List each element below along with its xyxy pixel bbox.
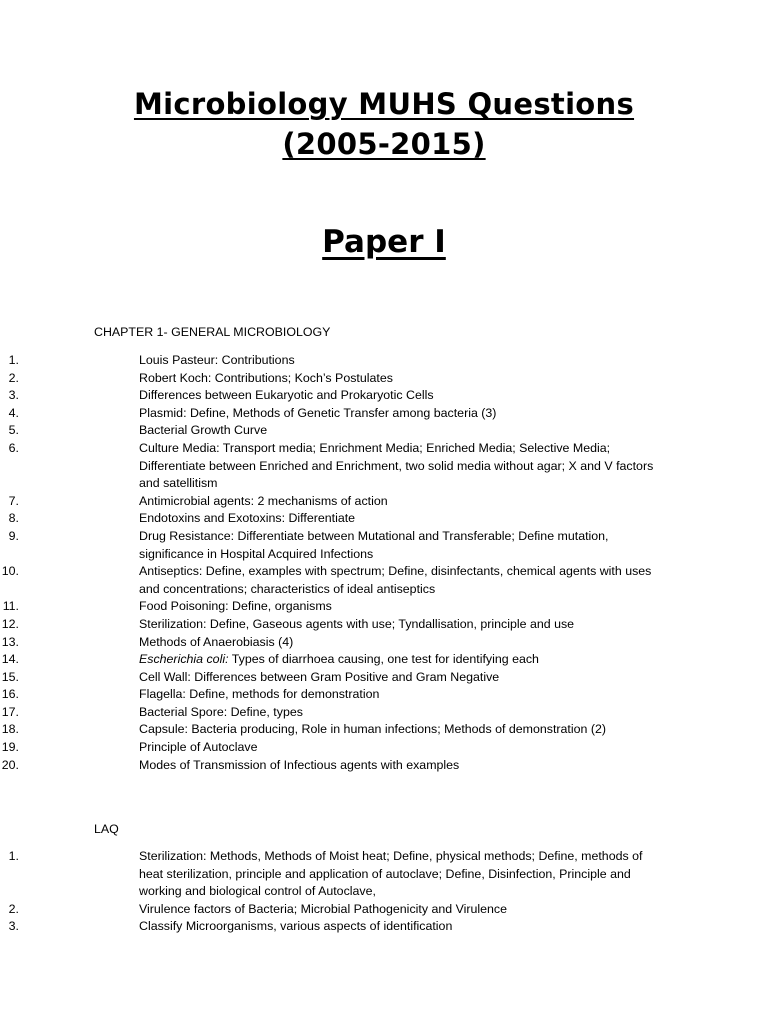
question-number: 15.	[1, 669, 19, 684]
question-number: 5.	[8, 423, 19, 438]
question-number: 4.	[8, 405, 19, 420]
question-item	[0, 848, 659, 901]
document-title-years: (2005-2015)	[282, 127, 486, 161]
question-text	[139, 651, 659, 669]
laq-question-list	[0, 848, 659, 936]
question-number: 16.	[1, 687, 19, 702]
question-text: Antiseptics: Define, examples with spectrum; Define, disinfectants, chemical agents with uses and concentrations; characteristics of ideal antiseptics	[139, 564, 652, 596]
document-title: Microbiology MUHS Questions	[133, 87, 635, 121]
question-text: Cell Wall: Differences between Gram Positive and Gram Negative	[139, 669, 500, 684]
question-number: 17.	[1, 704, 19, 719]
question-item	[0, 669, 659, 687]
question-item	[0, 598, 659, 616]
question-item	[0, 528, 659, 563]
question-number: 19.	[1, 740, 19, 755]
question-item	[0, 493, 659, 511]
question-text: Modes of Transmission of Infectious agents with examples	[139, 757, 460, 772]
question-item	[0, 686, 659, 704]
question-number: 14.	[1, 652, 19, 667]
question-item	[0, 901, 659, 919]
question-number: 10.	[1, 564, 19, 579]
question-item	[0, 704, 659, 722]
question-number: 3.	[8, 388, 19, 403]
question-number: 9.	[8, 528, 19, 543]
question-text: Culture Media: Transport media; Enrichment Media; Enriched Media; Selective Media; Differentiate between Enriched and Enrichment, two solid media without agar; X and V factors and satellitism	[139, 440, 654, 491]
question-number: 11.	[2, 599, 19, 614]
question-item	[0, 387, 659, 405]
question-item	[0, 422, 659, 440]
question-item	[0, 721, 659, 739]
question-item	[0, 370, 659, 388]
question-text: Sterilization: Methods, Methods of Moist heat; Define, physical methods; Define, methods of heat sterilization, principle and application of autoclave; Define, Disinfection, Principle and working and biological control of Autoclave,	[139, 849, 643, 899]
question-text: Principle of Autoclave	[139, 740, 258, 755]
question-number: 20.	[1, 757, 19, 772]
question-number: 2.	[8, 901, 19, 916]
question-number: 18.	[1, 722, 19, 737]
question-text: Methods of Anaerobiasis (4)	[139, 634, 294, 649]
chapter-heading: CHAPTER 1- GENERAL MICROBIOLOGY	[94, 325, 331, 339]
question-number: 12.	[1, 616, 19, 631]
question-text: Food Poisoning: Define, organisms	[139, 599, 332, 614]
question-item	[0, 352, 659, 370]
question-number: 1.	[8, 353, 19, 367]
question-text: Differences between Eukaryotic and Prokaryotic Cells	[139, 388, 434, 403]
paper-heading: Paper I	[322, 224, 446, 260]
question-item	[0, 918, 659, 936]
question-number: 13.	[1, 634, 19, 649]
question-number: 3.	[8, 919, 19, 934]
question-item	[0, 405, 659, 423]
question-number: 2.	[8, 370, 19, 385]
question-number: 1.	[8, 849, 19, 863]
question-text: Capsule: Bacteria producing, Role in human infections; Methods of demonstration (2)	[139, 722, 606, 737]
question-text: Sterilization: Define, Gaseous agents with use; Tyndallisation, principle and use	[139, 616, 575, 631]
question-text: Louis Pasteur: Contributions	[139, 353, 295, 367]
question-text: Flagella: Define, methods for demonstration	[139, 687, 380, 702]
question-text: Drug Resistance: Differentiate between Mutational and Transferable; Define mutation, significance in Hospital Acquired Infections	[139, 528, 609, 561]
question-text: Bacterial Growth Curve	[139, 423, 268, 438]
question-number: 6.	[8, 440, 19, 455]
question-text: Classify Microorganisms, various aspects of identification	[139, 919, 453, 934]
question-text: Antimicrobial agents: 2 mechanisms of action	[139, 493, 388, 508]
question-item	[0, 510, 659, 528]
question-item	[0, 634, 659, 652]
question-item	[0, 739, 659, 757]
question-text: Virulence factors of Bacteria; Microbial Pathogenicity and Virulence	[139, 901, 508, 916]
question-text: Bacterial Spore: Define, types	[139, 704, 303, 719]
question-text: Endotoxins and Exotoxins: Differentiate	[139, 511, 356, 526]
question-item	[0, 651, 659, 669]
question-number: 8.	[8, 511, 19, 526]
chapter-question-list	[0, 352, 659, 774]
laq-heading: LAQ	[94, 822, 119, 836]
question-item	[0, 616, 659, 634]
question-text-rest: Types of diarrhoea causing, one test for identifying each	[228, 652, 539, 667]
question-item	[0, 757, 659, 775]
question-text: Plasmid: Define, Methods of Genetic Transfer among bacteria (3)	[139, 405, 497, 420]
question-item	[0, 440, 659, 493]
question-text: Robert Koch: Contributions; Koch’s Postulates	[139, 370, 393, 385]
organism-name: Escherichia coli:	[139, 652, 229, 667]
question-item	[0, 563, 659, 598]
question-number: 7.	[8, 493, 19, 508]
